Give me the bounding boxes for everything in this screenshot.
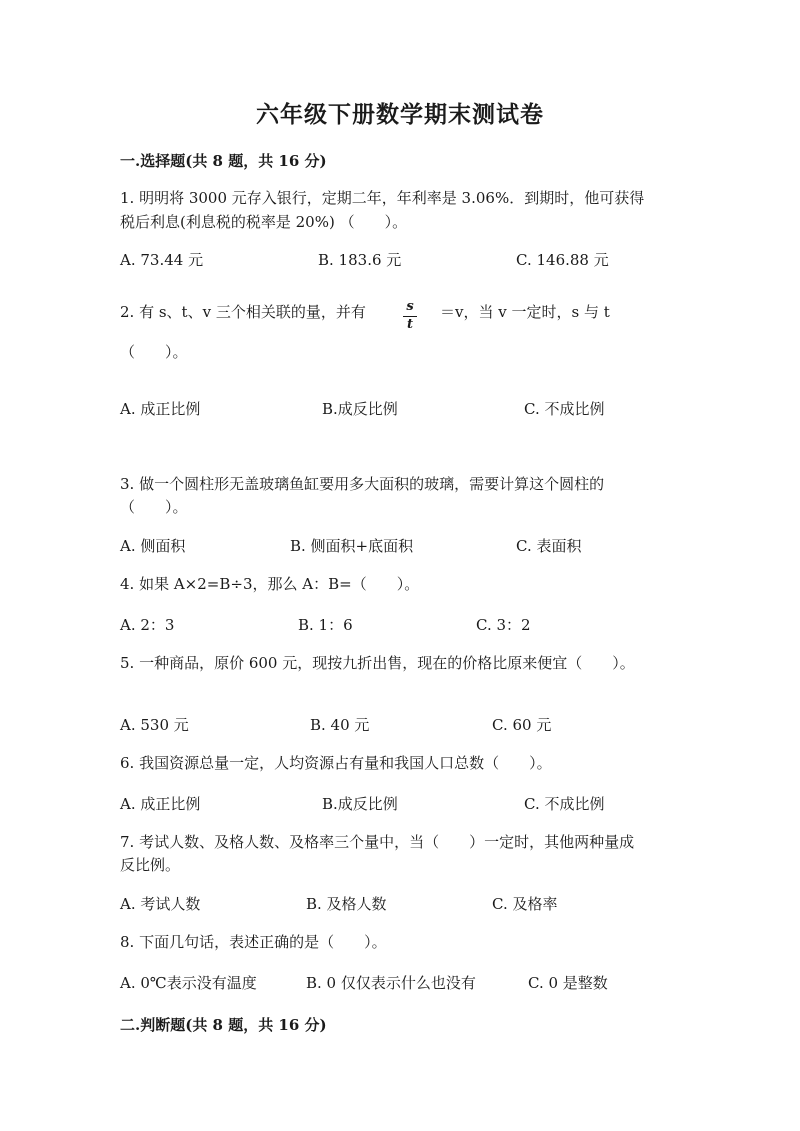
question-1-text: 1. 明明将 3000 元存入银行，定期二年，年利率是 3.06%．到期时，他可获得 [120, 189, 645, 207]
page-title: 六年级下册数学期末测试卷 [256, 101, 544, 128]
question-6-option-c: C. 不成比例 [524, 795, 605, 813]
question-2-text-after-fraction: ＝v，当 v 一定时，s 与 t [440, 303, 610, 321]
section-heading-choice: 一.选择题(共 8 题，共 16 分) [120, 152, 327, 170]
question-7-option-a: A. 考试人数 [120, 895, 201, 913]
question-1-text-cont: 税后利息(利息税的税率是 20%) （ ）。 [120, 213, 408, 231]
question-4-text: 4. 如果 A×2=B÷3，那么 A：B=（ ）。 [120, 575, 420, 593]
question-2-text: 2. 有 s、t、v 三个相关联的量，并有 [120, 303, 366, 321]
question-3-option-a: A. 侧面积 [120, 537, 186, 555]
question-5-option-a: A. 530 元 [120, 716, 189, 734]
question-3-option-c: C. 表面积 [516, 537, 582, 555]
question-1-option-a: A. 73.44 元 [120, 251, 204, 269]
question-7-text: 7. 考试人数、及格人数、及格率三个量中，当（ ）一定时，其他两种量成 [120, 833, 635, 851]
question-6-option-a: A. 成正比例 [120, 795, 201, 813]
section-heading-judgement: 二.判断题(共 8 题，共 16 分) [120, 1016, 327, 1034]
question-2-option-b: B.成反比例 [322, 400, 398, 418]
question-3-text-cont: （ ）。 [120, 498, 188, 516]
question-2-text-cont: （ ）。 [120, 343, 188, 361]
question-4-option-b: B. 1：6 [298, 616, 353, 634]
fraction-numerator: s [406, 299, 414, 314]
question-4-option-a: A. 2：3 [120, 616, 175, 634]
question-8-text: 8. 下面几句话，表述正确的是（ ）。 [120, 933, 387, 951]
question-1-option-b: B. 183.6 元 [318, 251, 402, 269]
question-8-option-b: B. 0 仅仅表示什么也没有 [306, 974, 476, 992]
question-5-text: 5. 一种商品，原价 600 元，现按九折出售，现在的价格比原来便宜（ ）。 [120, 654, 635, 672]
question-2-option-c: C. 不成比例 [524, 400, 605, 418]
question-8-option-c: C. 0 是整数 [528, 974, 608, 992]
question-2-option-a: A. 成正比例 [120, 400, 201, 418]
question-7-option-c: C. 及格率 [492, 895, 558, 913]
question-5-option-b: B. 40 元 [310, 716, 370, 734]
question-1-option-c: C. 146.88 元 [516, 251, 609, 269]
question-5-option-c: C. 60 元 [492, 716, 552, 734]
question-4-option-c: C. 3：2 [476, 616, 531, 634]
question-6-text: 6. 我国资源总量一定，人均资源占有量和我国人口总数（ ）。 [120, 754, 552, 772]
fraction-denominator: t [406, 317, 413, 332]
question-3-option-b: B. 侧面积+底面积 [290, 537, 414, 555]
question-8-option-a: A. 0℃表示没有温度 [120, 974, 257, 992]
question-7-option-b: B. 及格人数 [306, 895, 387, 913]
question-7-text-cont: 反比例。 [120, 856, 181, 874]
question-6-option-b: B.成反比例 [322, 795, 398, 813]
question-3-text: 3. 做一个圆柱形无盖玻璃鱼缸要用多大面积的玻璃，需要计算这个圆柱的 [120, 475, 605, 493]
